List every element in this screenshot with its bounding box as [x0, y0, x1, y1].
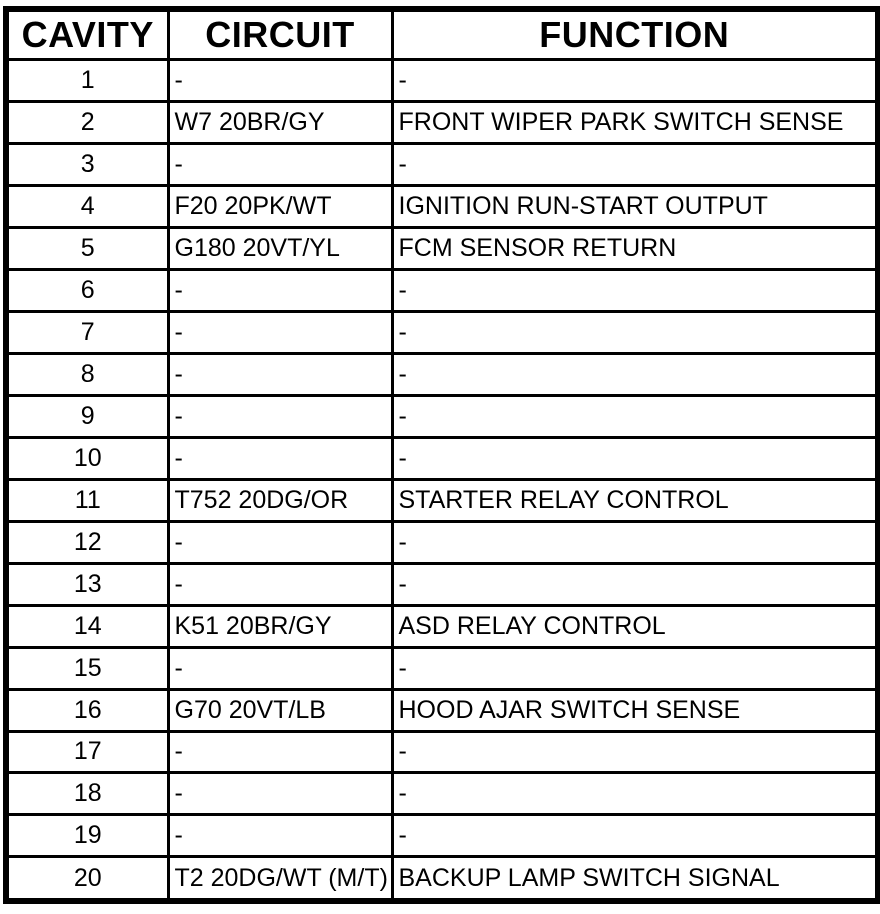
function-cell: FRONT WIPER PARK SWITCH SENSE	[392, 101, 878, 143]
table-row	[6, 857, 878, 901]
table-row	[6, 101, 878, 143]
cavity-cell: 2	[6, 101, 168, 143]
function-cell: -	[392, 815, 878, 857]
column-header-circuit: CIRCUIT	[168, 9, 392, 60]
cavity-cell: 3	[6, 143, 168, 185]
circuit-cell: -	[168, 521, 392, 563]
cavity-cell: 5	[6, 227, 168, 269]
function-cell: -	[392, 731, 878, 773]
cavity-cell: 6	[6, 269, 168, 311]
circuit-cell: -	[168, 563, 392, 605]
cavity-cell: 4	[6, 185, 168, 227]
table-row	[6, 521, 878, 563]
circuit-cell: K51 20BR/GY	[168, 605, 392, 647]
circuit-cell: -	[168, 60, 392, 102]
cavity-cell: 7	[6, 311, 168, 353]
table-row	[6, 311, 878, 353]
table-row	[6, 143, 878, 185]
table-row	[6, 227, 878, 269]
column-header-function: FUNCTION	[392, 9, 878, 60]
cavity-cell: 18	[6, 773, 168, 815]
table-row	[6, 605, 878, 647]
cavity-cell: 16	[6, 689, 168, 731]
cavity-cell: 14	[6, 605, 168, 647]
circuit-cell: -	[168, 311, 392, 353]
pinout-table-body	[6, 60, 878, 902]
table-row	[6, 479, 878, 521]
cavity-cell: 9	[6, 395, 168, 437]
circuit-cell: -	[168, 773, 392, 815]
function-cell: -	[392, 353, 878, 395]
cavity-cell: 1	[6, 60, 168, 102]
circuit-cell: -	[168, 647, 392, 689]
function-cell: -	[392, 269, 878, 311]
circuit-cell: -	[168, 143, 392, 185]
header-row	[6, 9, 878, 60]
table-row	[6, 647, 878, 689]
circuit-cell: -	[168, 353, 392, 395]
cavity-cell: 15	[6, 647, 168, 689]
table-row	[6, 60, 878, 102]
table-row	[6, 395, 878, 437]
function-cell: BACKUP LAMP SWITCH SIGNAL	[392, 857, 878, 901]
cavity-cell: 20	[6, 857, 168, 901]
circuit-cell: W7 20BR/GY	[168, 101, 392, 143]
table-row	[6, 731, 878, 773]
table-row	[6, 185, 878, 227]
circuit-cell: -	[168, 815, 392, 857]
cavity-cell: 11	[6, 479, 168, 521]
cavity-cell: 17	[6, 731, 168, 773]
function-cell: STARTER RELAY CONTROL	[392, 479, 878, 521]
table-row	[6, 773, 878, 815]
function-cell: -	[392, 773, 878, 815]
cavity-cell: 8	[6, 353, 168, 395]
circuit-cell: T752 20DG/OR	[168, 479, 392, 521]
circuit-cell: -	[168, 269, 392, 311]
column-header-cavity: CAVITY	[6, 9, 168, 60]
cavity-cell: 19	[6, 815, 168, 857]
function-cell: -	[392, 563, 878, 605]
function-cell: -	[392, 647, 878, 689]
function-cell: -	[392, 311, 878, 353]
circuit-cell: G180 20VT/YL	[168, 227, 392, 269]
function-cell: -	[392, 437, 878, 479]
table-row	[6, 437, 878, 479]
function-cell: -	[392, 60, 878, 102]
function-cell: IGNITION RUN-START OUTPUT	[392, 185, 878, 227]
circuit-cell: -	[168, 395, 392, 437]
table-row	[6, 563, 878, 605]
pinout-table-header	[6, 9, 878, 60]
table-row	[6, 815, 878, 857]
table-row	[6, 269, 878, 311]
circuit-cell: F20 20PK/WT	[168, 185, 392, 227]
cavity-cell: 13	[6, 563, 168, 605]
pinout-table	[3, 6, 880, 904]
circuit-cell: -	[168, 731, 392, 773]
cavity-cell: 12	[6, 521, 168, 563]
circuit-cell: T2 20DG/WT (M/T)	[168, 857, 392, 901]
function-cell: -	[392, 395, 878, 437]
function-cell: HOOD AJAR SWITCH SENSE	[392, 689, 878, 731]
cavity-cell: 10	[6, 437, 168, 479]
circuit-cell: -	[168, 437, 392, 479]
function-cell: -	[392, 521, 878, 563]
circuit-cell: G70 20VT/LB	[168, 689, 392, 731]
table-row	[6, 689, 878, 731]
function-cell: FCM SENSOR RETURN	[392, 227, 878, 269]
function-cell: -	[392, 143, 878, 185]
function-cell: ASD RELAY CONTROL	[392, 605, 878, 647]
table-row	[6, 353, 878, 395]
